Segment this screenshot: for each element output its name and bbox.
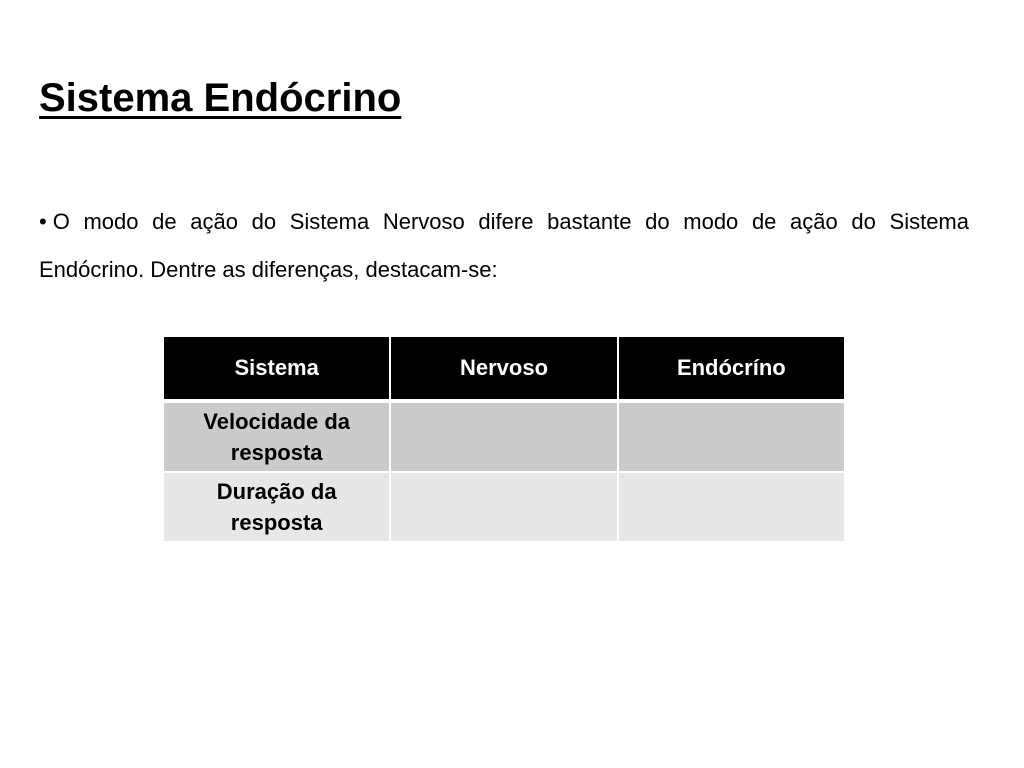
cell-velocidade-endocrino xyxy=(618,401,845,472)
comparison-table-container xyxy=(162,335,846,543)
table-row xyxy=(163,401,845,472)
intro-text: O modo de ação do Sistema Nervoso difere bastante do modo de ação do Sistema Endócrino. Dentre as diferenças, destacam-se: xyxy=(39,209,969,282)
cell-duracao-endocrino xyxy=(618,472,845,542)
table-row xyxy=(163,472,845,542)
intro-paragraph xyxy=(39,198,969,294)
bullet-icon: • xyxy=(39,209,47,234)
row-label-velocidade: Velocidade da resposta xyxy=(163,401,390,472)
header-row xyxy=(163,336,845,401)
cell-velocidade-nervoso xyxy=(390,401,617,472)
row-label-duracao: Duração da resposta xyxy=(163,472,390,542)
table-header xyxy=(163,336,845,401)
table-body xyxy=(163,401,845,542)
header-nervoso: Nervoso xyxy=(390,336,617,401)
comparison-table xyxy=(162,335,846,543)
cell-duracao-nervoso xyxy=(390,472,617,542)
slide-title: Sistema Endócrino xyxy=(39,76,402,120)
header-sistema: Sistema xyxy=(163,336,390,401)
header-endocrino: Endócríno xyxy=(618,336,845,401)
